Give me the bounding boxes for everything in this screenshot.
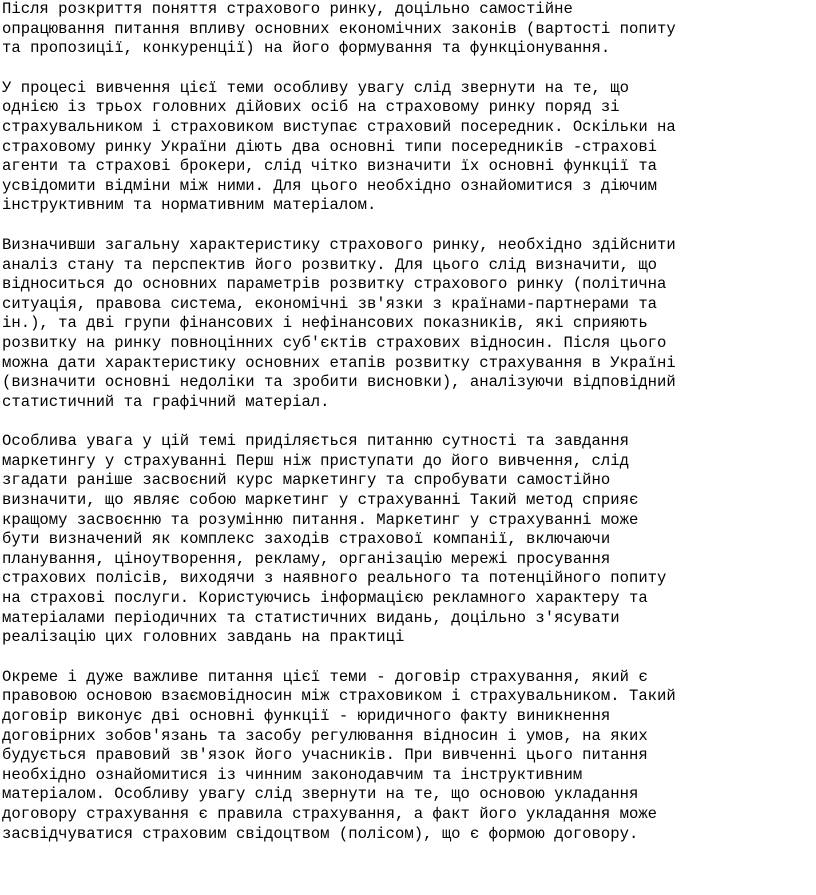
text-line: агенти та страхові брокери, слід чітко визначити їх основні функції та bbox=[2, 157, 658, 176]
text-line: Після розкриття поняття страхового ринку, доцільно самостійне bbox=[2, 0, 573, 18]
text-line: інструктивним та нормативним матеріалом. bbox=[2, 196, 377, 215]
text-line: планування, ціноутворення, рекламу, організацію мережі просування bbox=[2, 549, 611, 568]
text-line: та пропозиції, конкуренції) на його формування та функціонування. bbox=[2, 39, 611, 58]
text-line: будується правовий зв'язок його учасників. При вивченні цього питання bbox=[2, 746, 648, 765]
text-line: бути визначений як комплекс заходів страхової компанії, включаючи bbox=[2, 530, 611, 549]
text-line: договірних зобов'язань та засобу регулювання відносин і умов, на яких bbox=[2, 726, 648, 745]
text-line: страхових полісів, виходячи з наявного реального та потенційного попиту bbox=[2, 569, 667, 588]
text-line: Особлива увага у цій темі приділяється питанню сутності та завдання bbox=[2, 432, 629, 451]
text-line: кращому засвоєнню та розумінню питання. Маркетинг у страхуванні може bbox=[2, 510, 639, 529]
text-line: маркетингу у страхуванні Перш ніж приступати до його вивчення, слід bbox=[2, 451, 629, 470]
paragraph-1 bbox=[2, 0, 816, 59]
text-line: страхувальником і страховиком виступає страховий посередник. Оскільки на bbox=[2, 117, 676, 136]
text-line: матеріалами періодичних та статистичних видань, доцільно з'ясувати bbox=[2, 608, 620, 627]
text-line: засвідчуватися страховим свідоцтвом (полісом), що є формою договору. bbox=[2, 824, 639, 843]
paragraph-5 bbox=[2, 668, 816, 844]
text-line: усвідомити відміни між ними. Для цього необхідно ознайомитися з діючим bbox=[2, 176, 658, 195]
text-line: аналіз стану та перспектив його розвитку. Для цього слід визначити, що bbox=[2, 255, 658, 274]
text-line: договору страхування є правила страхування, а факт його укладання може bbox=[2, 804, 658, 823]
text-line: (визначити основні недоліки та зробити висновки), аналізуючи відповідний bbox=[2, 373, 676, 392]
text-line: ситуація, правова система, економічні зв'язки з країнами-партнерами та bbox=[2, 294, 658, 313]
text-line: У процесі вивчення цієї теми особливу увагу слід звернути на те, що bbox=[2, 78, 629, 97]
text-line: опрацювання питання впливу основних економічних законів (вартості попиту bbox=[2, 19, 676, 38]
text-line: однією із трьох головних дійових осіб на страховому ринку поряд зі bbox=[2, 98, 620, 117]
text-line: згадати раніше засвоєний курс маркетингу та спробувати самостійно bbox=[2, 471, 611, 490]
text-line: страховому ринку України діють два основні типи посередників -страхові bbox=[2, 137, 658, 156]
text-line: розвитку на ринку повноцінних суб'єктів страхових відносин. Після цього bbox=[2, 333, 667, 352]
text-line: визначити, що являє собою маркетинг у страхуванні Такий метод сприяє bbox=[2, 491, 639, 510]
paragraph-4 bbox=[2, 432, 816, 648]
text-line: реалізацію цих головних завдань на практиці bbox=[2, 628, 405, 647]
text-line: можна дати характеристику основних етапів розвитку страхування в Україні bbox=[2, 353, 676, 372]
text-line: необхідно ознайомитися із чинним законодавчим та інструктивним bbox=[2, 765, 583, 784]
text-line: договір виконує дві основні функції - юридичного факту виникнення bbox=[2, 707, 611, 725]
text-line: Окреме і дуже важливе питання цієї теми - договір страхування, який є bbox=[2, 667, 648, 686]
paragraph-3 bbox=[2, 236, 816, 412]
text-line: правовою основою взаємовідносин між страховиком і страхувальником. Такий bbox=[2, 687, 676, 706]
paragraph-2 bbox=[2, 79, 816, 216]
text-line: матеріалом. Особливу увагу слід звернути на те, що основою укладання bbox=[2, 785, 639, 804]
text-line: статистичний та графічний матеріал. bbox=[2, 392, 330, 411]
text-line: відноситься до основних параметрів розвитку страхового ринку (політична bbox=[2, 275, 667, 294]
text-line: Визначивши загальну характеристику страхового ринку, необхідно здійснити bbox=[2, 235, 676, 254]
text-line: на страхові послуги. Користуючись інформацією рекламного характеру та bbox=[2, 589, 648, 608]
text-line: ін.), та дві групи фінансових і нефінансових показників, які сприяють bbox=[2, 314, 648, 333]
